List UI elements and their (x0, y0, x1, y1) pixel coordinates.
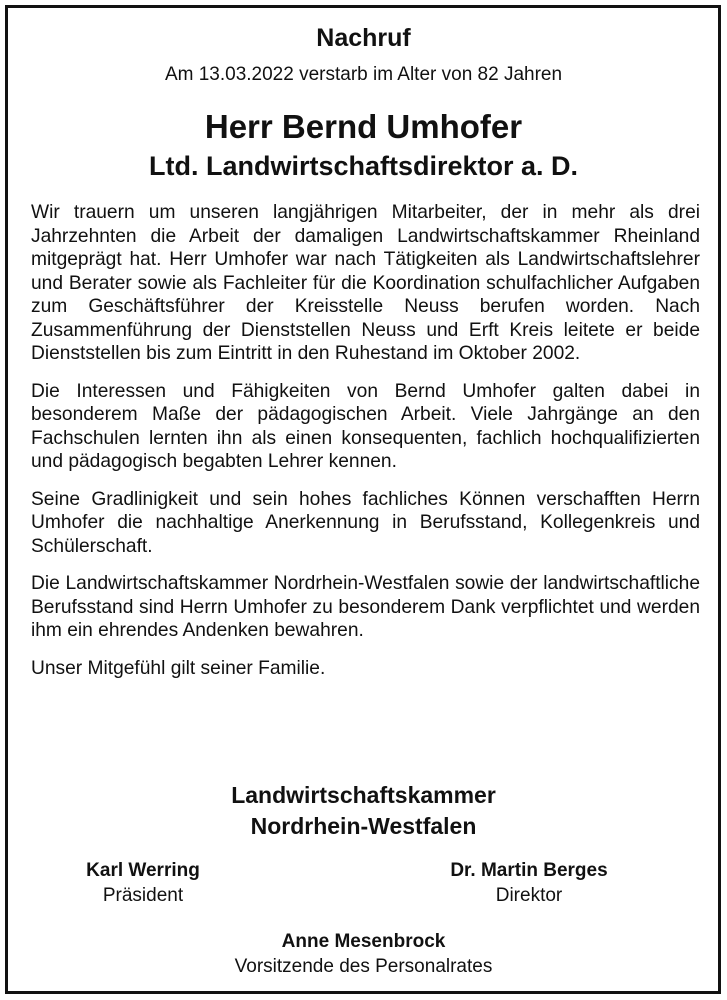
signatory-name: Dr. Martin Berges (450, 860, 608, 881)
body-paragraph: Seine Gradlinigkeit und sein hohes fachliches Können verschafften Herrn Umhofer die nachhaltige Anerkennung in Berufsstand, Kollegenkreis und Schülerschaft. (31, 488, 700, 557)
signatory-staff-council (0, 929, 727, 979)
organization-name (0, 780, 727, 842)
deceased-title: Ltd. Landwirtschaftsdirektor a. D. (148, 151, 579, 181)
signatory-president (43, 858, 243, 908)
notice-body (31, 201, 700, 694)
signatory-role: Direktor (495, 885, 563, 906)
signatory-name: Anne Mesenbrock (281, 931, 446, 952)
notice-heading: Nachruf (316, 24, 411, 52)
organization-line: Nordrhein-Westfalen (250, 813, 477, 839)
body-paragraph: Die Landwirtschaftskammer Nordrhein-Westfalen sowie der landwirtschaftliche Berufsstand sind Herrn Umhofer zu besonderem Dank verpflichtet und werden ihm ein ehrendes Andenken bewahren. (31, 573, 700, 641)
notice-intro: Am 13.03.2022 verstarb im Alter von 82 Jahren (164, 64, 563, 85)
body-paragraph: Unser Mitgefühl gilt seiner Familie. (31, 657, 326, 679)
body-paragraph: Die Interessen und Fähigkeiten von Bernd Umhofer galten dabei in besonderem Maße der pädagogischen Arbeit. Viele Jahrgänge an den Fachschulen lernten ihn als einen konsequenten, fachlich hochqualifizierten und pädagogisch begabten Lehrer kennen. (31, 380, 700, 472)
signatory-role: Vorsitzende des Personalrates (234, 956, 493, 977)
signatory-role: Präsident (102, 885, 184, 906)
organization-line: Landwirtschaftskammer (231, 782, 496, 808)
deceased-name: Herr Bernd Umhofer (204, 108, 523, 145)
body-paragraph: Wir trauern um unseren langjährigen Mitarbeiter, der in mehr als drei Jahrzehnten die Arbeit der damaligen Landwirtschaftskammer Rheinland mitgeprägt hat. Herr Umhofer war nach Tätigkeiten als Landwirtschaftslehrer und Berater sowie als Fachleiter für die Koordination schulfachlicher Aufgaben zum Geschäftsführer der Kreisstelle Neuss berufen worden. Nach Zusammenführung der Dienststellen Neuss und Erft Kreis leitete er beide Dienststellen bis zum Eintritt in den Ruhestand im Oktober 2002. (31, 202, 700, 364)
signatory-name: Karl Werring (86, 860, 200, 881)
signatory-director (429, 858, 629, 908)
